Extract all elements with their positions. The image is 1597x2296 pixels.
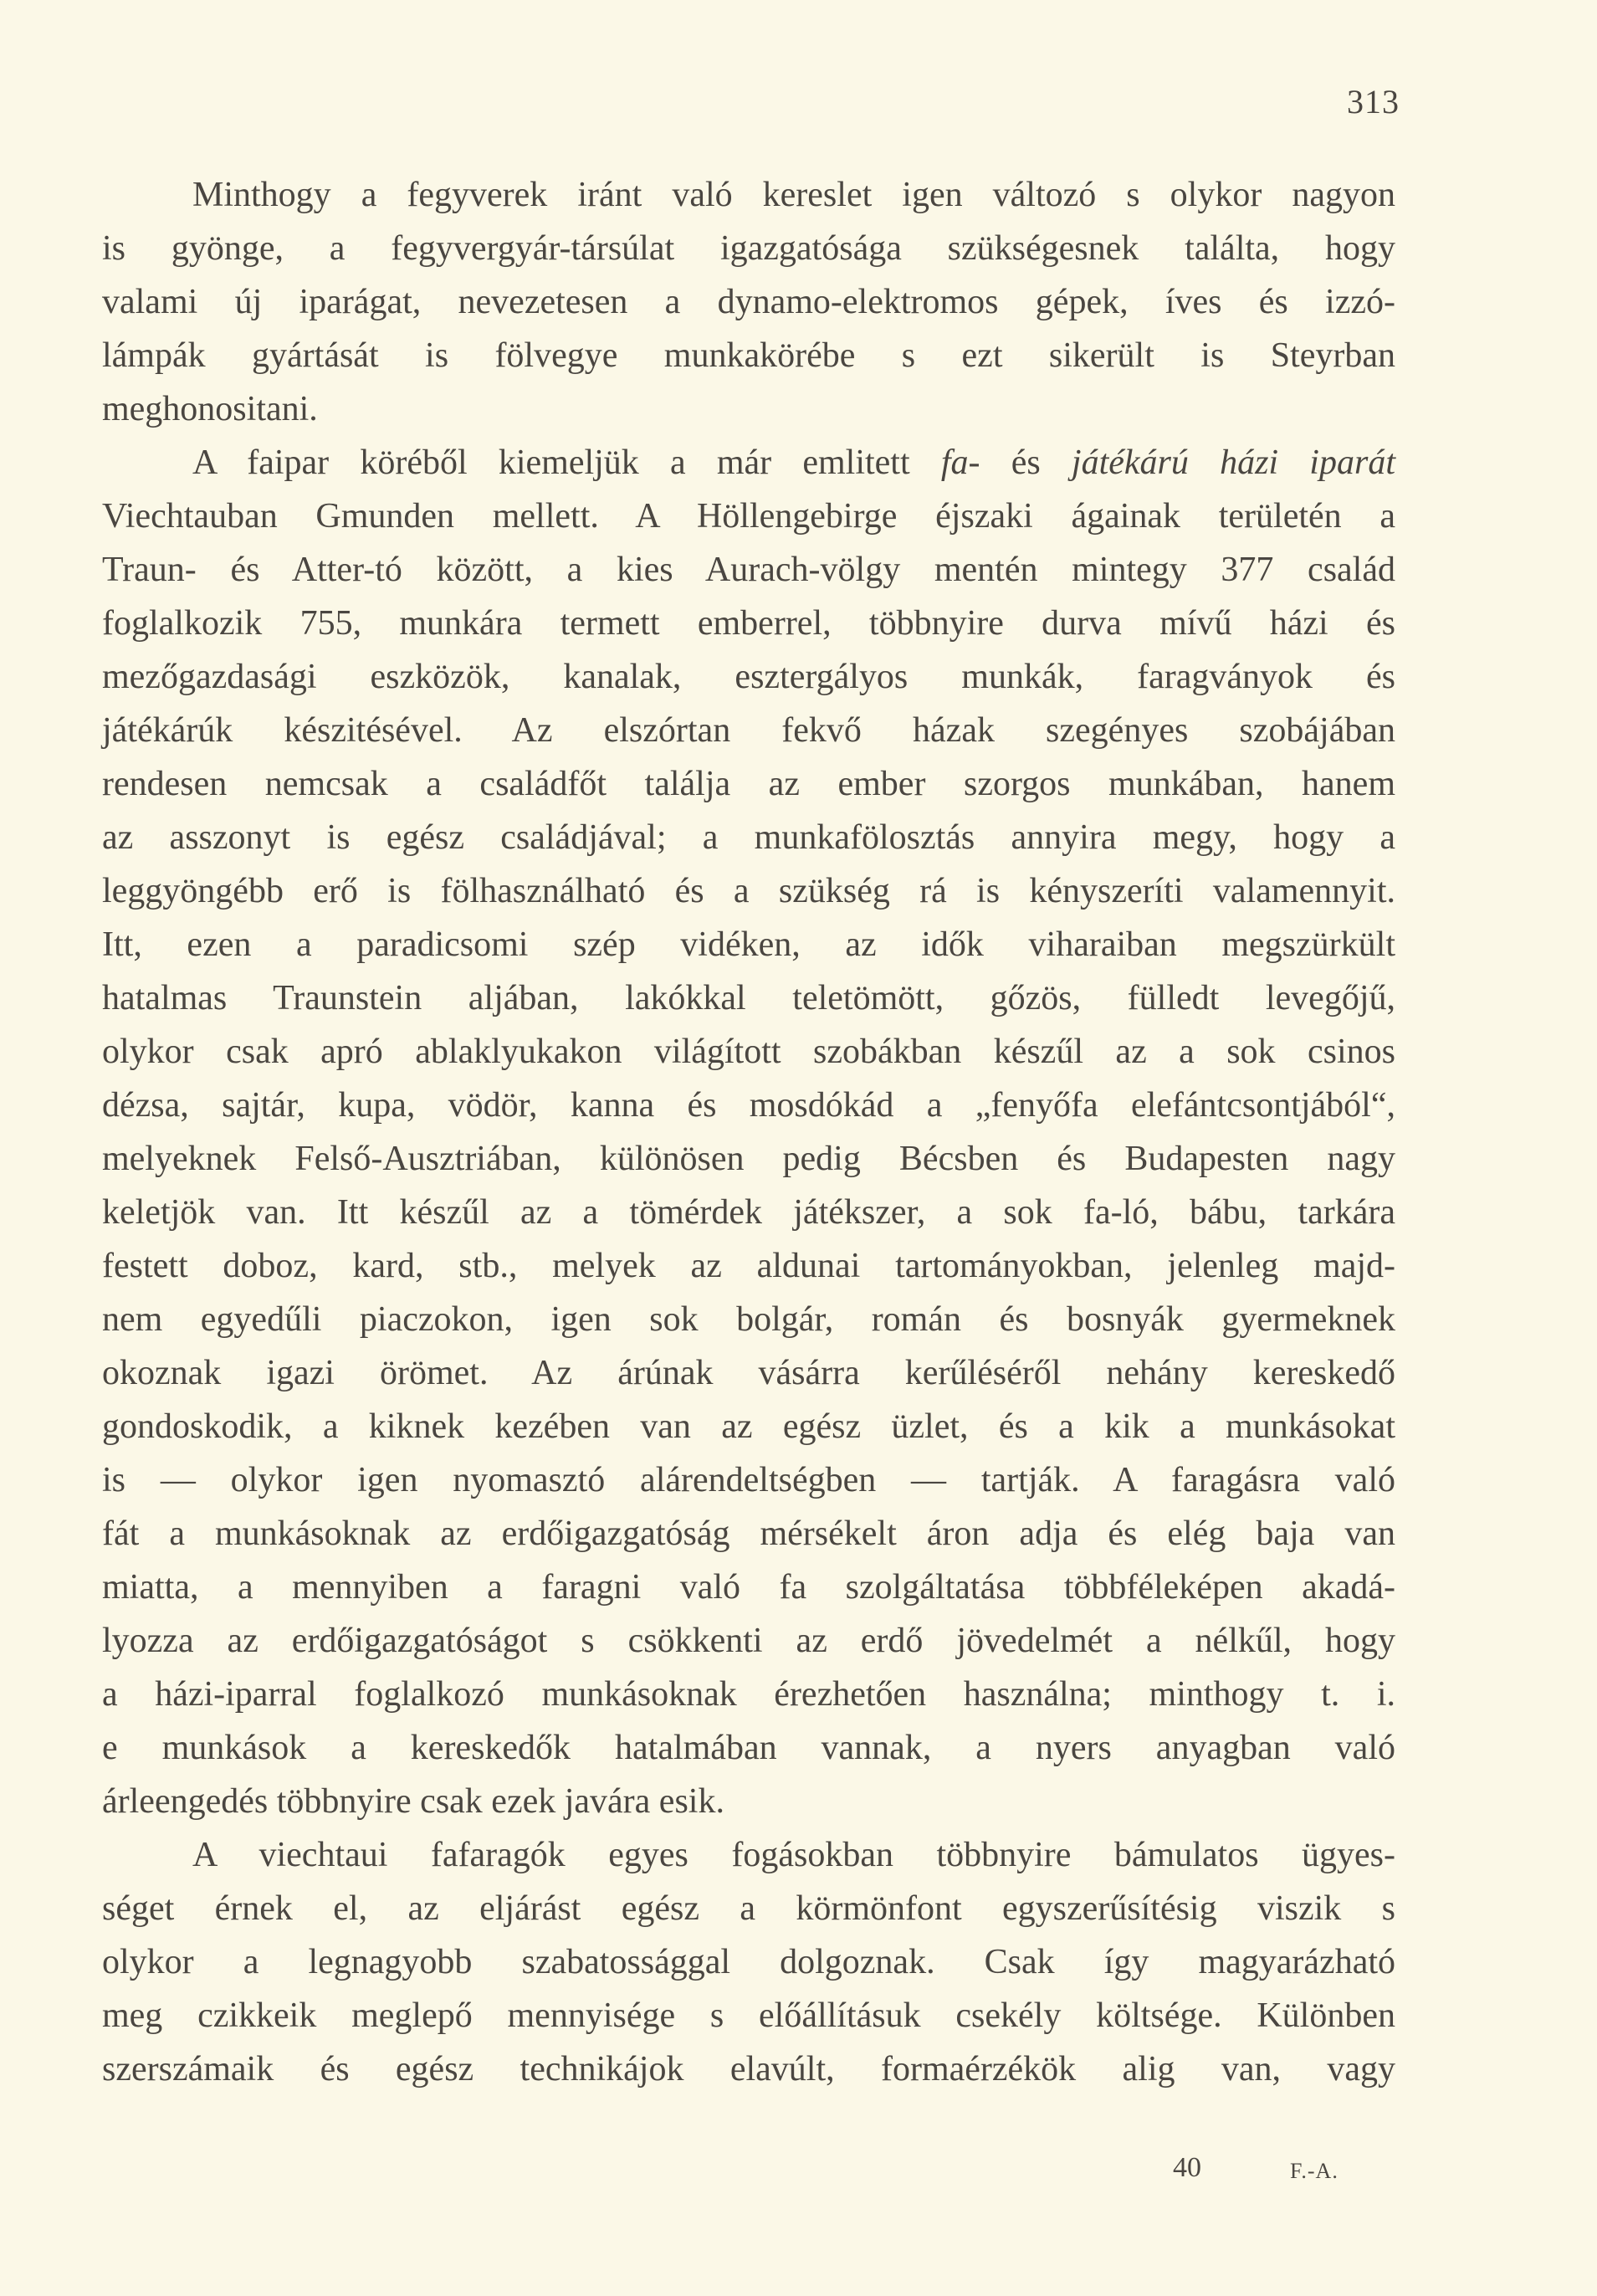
text-line	[102, 436, 1395, 489]
text-line: Minthogy a fegyverek iránt való kereslet igen változó s olykor nagyon	[192, 176, 1395, 214]
text-line: lyozza az erdőigazgatóságot s csökkenti az erdő jövedelmét a nélkűl, hogy	[102, 1622, 1395, 1660]
text-line: olykor a legnagyobb szabatossággal dolgoznak. Csak így magyarázható	[102, 1943, 1395, 1981]
text-line: dézsa, sajtár, kupa, vödör, kanna és mosdókád a „fenyőfa elefántcsontjából“,	[102, 1086, 1395, 1125]
text-line: nem egyedűli piaczokon, igen sok bolgár, román és bosnyák gyermeknek	[102, 1300, 1395, 1339]
text-line: olykor csak apró ablaklyukakon világított szobákban készűl az a sok csinos	[102, 1033, 1395, 1071]
text-line: a házi-iparral foglalkozó munkásoknak érezhetően használna; minthogy t. i.	[102, 1675, 1395, 1714]
text-line: séget érnek el, az eljárást egész a körmönfont egyszerűsítésig viszik s	[102, 1889, 1395, 1928]
text-line: gondoskodik, a kiknek kezében van az egész üzlet, és a kik a munkásokat	[102, 1407, 1395, 1446]
text-line: lámpák gyártását is fölvegye munkakörébe s ezt sikerült is Steyrban	[102, 336, 1395, 375]
italic-term: fa-	[940, 443, 980, 482]
text-line: Traun- és Atter-tó között, a kies Aurach-völgy mentén mintegy 377 család	[102, 551, 1395, 589]
text-line: leggyöngébb erő is fölhasználható és a szükség rá is kényszeríti valamennyit.	[102, 872, 1395, 910]
text-line: szerszámaik és egész technikájok elavúlt, formaérzékök alig van, vagy	[102, 2050, 1395, 2088]
sheet-number: 40	[1173, 2152, 1201, 2183]
text-line: keletjök van. Itt készűl az a tömérdek játékszer, a sok fa-ló, bábu, tarkára	[102, 1193, 1395, 1232]
text-line: foglalkozik 755, munkára termett emberrel, többnyire durva mívű házi és	[102, 604, 1395, 643]
text-line: miatta, a mennyiben a faragni való fa szolgáltatása többféleképen akadá-	[102, 1568, 1395, 1607]
italic-term: játékárú házi iparát	[1071, 443, 1395, 482]
text-line: e munkások a kereskedők hatalmában vannak, a nyers anyagban való	[102, 1729, 1395, 1767]
text-line: mezőgazdasági eszközök, kanalak, esztergályos munkák, faragványok és	[102, 658, 1395, 696]
text-line: Viechtauban Gmunden mellett. A Höllengebirge éjszaki ágainak területén a	[102, 497, 1395, 536]
text-line: meg czikkeik meglepő mennyisége s előállításuk csekély költsége. Különben	[102, 1996, 1395, 2035]
text-segment: és	[980, 443, 1072, 482]
text-segment: A faipar köréből kiemeljük a már emlitett	[192, 443, 941, 482]
text-line: árleengedés többnyire csak ezek javára esik.	[102, 1782, 724, 1821]
text-line: okoznak igazi örömet. Az árúnak vásárra kerűléséről nehány kereskedő	[102, 1354, 1395, 1392]
text-line: is gyönge, a fegyvergyár-társúlat igazgatósága szükségesnek találta, hogy	[102, 229, 1395, 268]
text-line: meghonositani.	[102, 390, 318, 428]
text-line: melyeknek Felső-Ausztriában, különösen pedig Bécsben és Budapesten nagy	[102, 1140, 1395, 1178]
text-line: A viechtaui fafaragók egyes fogásokban többnyire bámulatos ügyes-	[192, 1836, 1395, 1874]
text-line: valami új iparágat, nevezetesen a dynamo-elektromos gépek, íves és izzó-	[102, 283, 1395, 321]
page-number: 313	[1347, 83, 1400, 120]
text-line: hatalmas Traunstein aljában, lakókkal teletömött, gőzös, fülledt levegőjű,	[102, 979, 1395, 1017]
text-line: fát a munkásoknak az erdőigazgatóság mérsékelt áron adja és elég baja van	[102, 1514, 1395, 1553]
body-text	[102, 168, 1395, 2096]
text-line: játékárúk készitésével. Az elszórtan fekvő házak szegényes szobájában	[102, 711, 1395, 750]
printer-signature: F.-A.	[1290, 2159, 1339, 2183]
text-line: festett doboz, kard, stb., melyek az aldunai tartományokban, jelenleg majd-	[102, 1247, 1395, 1285]
text-line: rendesen nemcsak a családfőt találja az ember szorgos munkában, hanem	[102, 765, 1395, 803]
text-line: Itt, ezen a paradicsomi szép vidéken, az idők viharaiban megszürkült	[102, 925, 1395, 964]
text-line: az asszonyt is egész családjával; a munkafölosztás annyira megy, hogy a	[102, 818, 1395, 857]
text-line: is — olykor igen nyomasztó alárendeltségben — tartják. A faragásra való	[102, 1461, 1395, 1499]
